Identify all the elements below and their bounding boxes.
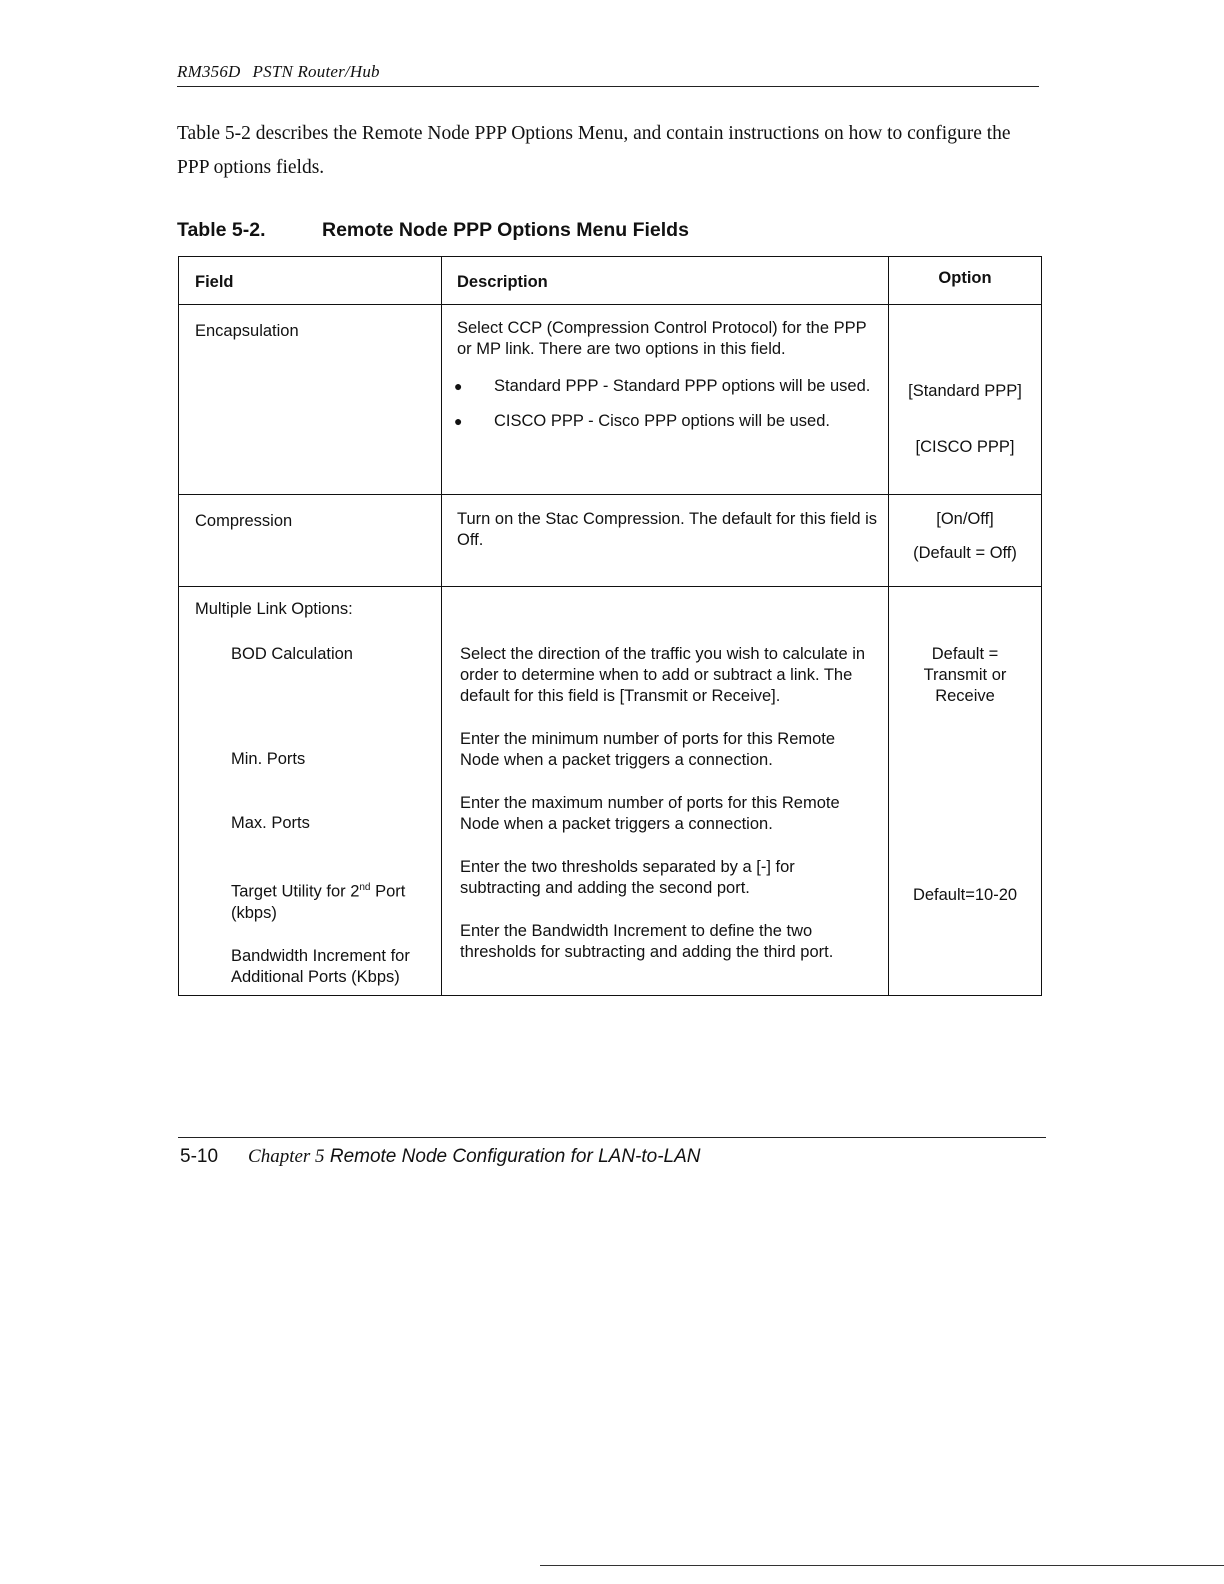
description-encapsulation-cell	[442, 305, 889, 494]
table-header-row	[179, 257, 1041, 304]
header-product: PSTN Router/Hub	[252, 62, 380, 81]
bottom-rule	[540, 1565, 1224, 1566]
header-description: Description	[442, 257, 889, 304]
description-bandwidth: Enter the Bandwidth Increment to define the two thresholds for subtracting and adding the third port.	[460, 922, 834, 961]
description-max-ports: Enter the maximum number of ports for this Remote Node when a packet triggers a connection.	[460, 794, 840, 833]
field-compression: Compression	[179, 495, 442, 586]
option-multilink-cell	[889, 587, 1041, 995]
description-encapsulation: Select CCP (Compression Control Protocol) for the PPP or MP link. There are two options in this field.	[457, 319, 867, 358]
table-row-multiple-link	[179, 586, 1041, 995]
field-multilink-cell	[179, 587, 442, 995]
field-target-utility-sup: nd	[359, 882, 371, 893]
option-standard-ppp: [Standard PPP]	[908, 382, 1022, 400]
field-min-ports: Min. Ports	[231, 750, 306, 768]
field-target-utility-pre: Target Utility for 2	[231, 882, 360, 901]
option-compression-cell	[889, 495, 1041, 586]
option-target-utility: Default=10-20	[912, 886, 1018, 904]
field-bod-calculation: BOD Calculation	[231, 645, 353, 663]
description-min-ports: Enter the minimum number of ports for this Remote Node when a packet triggers a connection.	[460, 730, 836, 769]
table-title: Remote Node PPP Options Menu Fields	[322, 219, 689, 241]
bullet-dot-icon: ●	[454, 378, 463, 394]
header-field: Field	[179, 257, 442, 304]
chapter-title: Remote Node Configuration for LAN-to-LAN	[329, 1146, 701, 1167]
bullet-cisco-ppp	[454, 411, 878, 432]
table-number: Table 5-2.	[177, 219, 266, 241]
option-encapsulation-cell	[889, 305, 1041, 494]
option-compression-default: (Default = Off)	[913, 544, 1017, 562]
field-target-utility	[195, 877, 441, 924]
options-table	[178, 256, 1042, 996]
table-row-encapsulation	[179, 304, 1041, 494]
description-compression: Turn on the Stac Compression. The default for this field is Off.	[442, 495, 889, 586]
description-target-utility: Enter the two thresholds separated by a [-] for subtracting and adding the second port.	[460, 858, 795, 897]
field-multiple-link-options: Multiple Link Options:	[195, 600, 353, 618]
bullet-standard-ppp-text: Standard PPP - Standard PPP options will be used.	[494, 377, 871, 395]
chapter-label: Chapter 5	[248, 1146, 325, 1167]
page-number: 5-10	[180, 1146, 219, 1167]
bullet-standard-ppp	[454, 376, 878, 397]
field-encapsulation: Encapsulation	[179, 305, 442, 494]
option-cisco-ppp: [CISCO PPP]	[915, 438, 1015, 456]
description-bod: Select the direction of the traffic you wish to calculate in order to determine when to add or subtract a link. The default for this field is [Transmit or Receive].	[460, 645, 866, 705]
description-multilink-cell	[442, 587, 889, 995]
field-target-utility-post: Port (kbps)	[231, 882, 406, 922]
page-footer	[180, 1146, 701, 1168]
field-max-ports: Max. Ports	[231, 814, 310, 832]
option-bod: Default = Transmit or Receive	[923, 645, 1007, 705]
running-header	[177, 62, 1039, 87]
intro-paragraph: Table 5-2 describes the Remote Node PPP Options Menu, and contain instructions on how to configure the PPP options fields.	[177, 123, 1011, 178]
footer-rule	[178, 1137, 1046, 1138]
option-compression-values: [On/Off]	[936, 510, 994, 528]
header-model: RM356D	[177, 62, 241, 81]
bullet-dot-icon: ●	[454, 413, 463, 429]
header-option: Option	[938, 269, 992, 287]
table-row-compression	[179, 494, 1041, 586]
bullet-cisco-ppp-text: CISCO PPP - Cisco PPP options will be used.	[494, 412, 830, 430]
table-caption	[177, 219, 689, 242]
field-bandwidth-increment: Bandwidth Increment for Additional Ports (Kbps)	[231, 946, 410, 986]
